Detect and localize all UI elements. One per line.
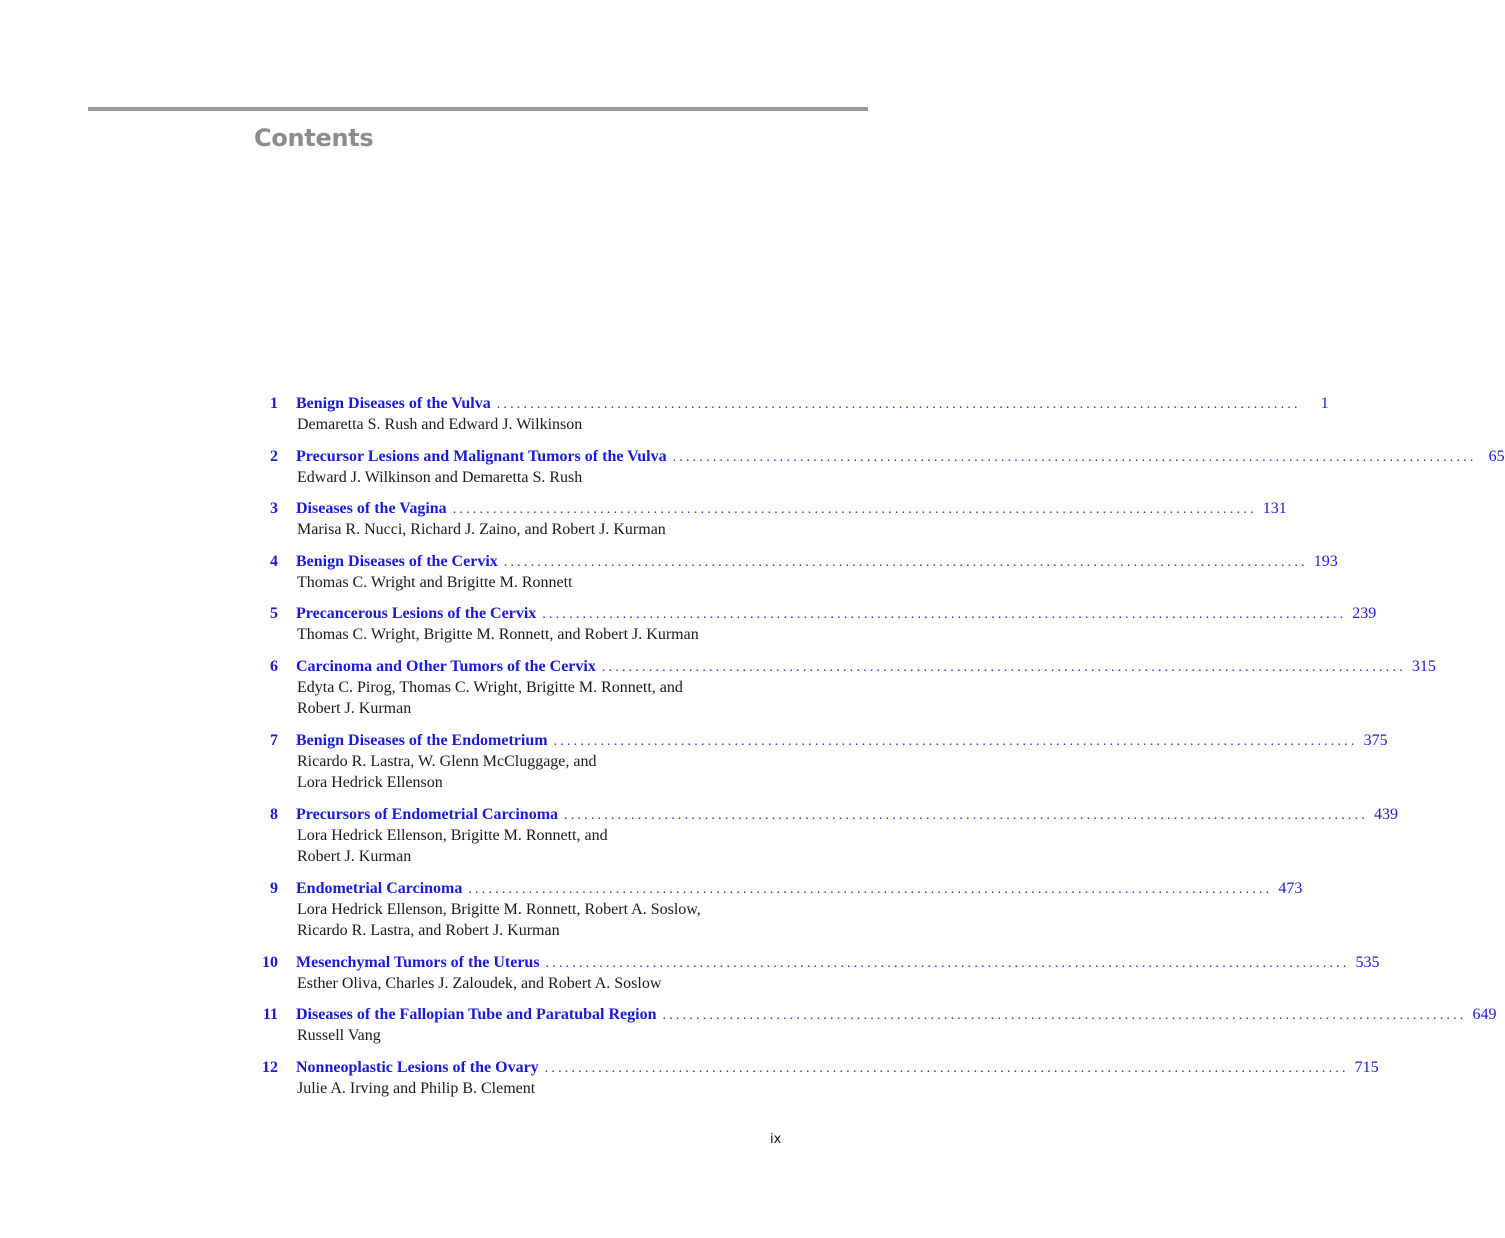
dot-leader: ........................................................................................................................ [452,502,1257,517]
chapter-authors: Lora Hedrick Ellenson [297,774,443,791]
dot-leader: ........................................................................................................................ [553,733,1358,749]
chapter-page-link[interactable]: 715 [1354,1058,1379,1076]
chapter-title-link[interactable]: Precursor Lesions and Malignant Tumors of the Vulva [296,447,667,465]
chapter-number-text: 9 [270,879,278,897]
toc-entry-line[interactable] [258,878,1303,899]
dot-leader: ........................................................................................................................ [672,449,1477,465]
chapter-number [258,1057,296,1078]
toc-entry[interactable] [258,1057,1379,1100]
chapter-authors: Esther Oliva, Charles J. Zaloudek, and Robert A. Soslow [297,974,662,992]
toc-entry[interactable] [258,878,1303,942]
dot-leader: ........................................................................................................................ [542,607,1347,622]
chapter-authors: Edyta C. Pirog, Thomas C. Wright, Brigitte M. Ronnett, and [297,678,683,696]
toc-entry-line[interactable] [258,804,1399,825]
dot-leader: ........................................................................................................................ [468,881,1273,897]
chapter-authors: Edward J. Wilkinson and Demaretta S. Rush [297,468,583,486]
chapter-page-link[interactable]: 315 [1411,657,1436,675]
chapter-authors: Ricardo R. Lastra, and Robert J. Kurman [297,922,560,939]
chapter-title-link[interactable]: Benign Diseases of the Cervix [296,552,498,570]
chapter-title-link[interactable]: Mesenchymal Tumors of the Uterus [296,953,540,971]
chapter-page-link[interactable]: 439 [1374,805,1399,823]
chapter-page-link[interactable]: 1 [1320,395,1329,412]
chapter-title-link[interactable]: Carcinoma and Other Tumors of the Cervix [296,657,596,675]
dot-leader: ........................................................................................................................ [601,659,1406,675]
chapter-authors: Thomas C. Wright and Brigitte M. Ronnett [297,573,573,591]
chapter-number [258,446,296,467]
toc-entry[interactable] [258,804,1399,868]
toc-entry[interactable] [258,393,1329,436]
chapter-title-link[interactable]: Benign Diseases of the Vulva [296,395,491,412]
page-number: ix [770,1132,782,1147]
toc-entry-line[interactable] [258,1057,1379,1078]
toc-entry[interactable] [258,446,1505,489]
toc-entry[interactable] [258,603,1377,646]
chapter-authors: Lora Hedrick Ellenson, Brigitte M. Ronnett, and [297,826,608,844]
dot-leader: ........................................................................................................................ [496,397,1301,412]
chapter-authors: Marisa R. Nucci, Richard J. Zaino, and Robert J. Kurman [297,521,666,538]
chapter-number-text: 3 [270,500,278,517]
toc-entry-line[interactable] [258,656,1436,677]
chapter-authors: Robert J. Kurman [297,700,412,717]
chapter-page-link[interactable]: 535 [1355,953,1380,971]
chapter-number-text: 4 [270,552,278,570]
chapter-title-link[interactable]: Diseases of the Vagina [296,500,447,517]
toc-entry-line[interactable] [258,730,1388,751]
chapter-authors: Demaretta S. Rush and Edward J. Wilkinson [297,416,583,433]
chapter-authors: Russell Vang [297,1027,381,1044]
toc-entry[interactable] [258,551,1338,594]
toc-entry[interactable] [258,498,1287,541]
chapter-page-link[interactable]: 239 [1352,605,1377,622]
chapter-number [258,603,296,624]
chapter-number-text: 2 [270,447,278,465]
chapter-number-text: 10 [262,953,278,971]
chapter-number-text: 11 [262,1006,278,1023]
chapter-authors: Ricardo R. Lastra, W. Glenn McCluggage, and [297,752,597,770]
toc-entry-line[interactable] [258,952,1380,973]
toc-entry-line[interactable] [258,498,1287,519]
chapter-page-link[interactable]: 65 [1488,447,1505,465]
chapter-title-link[interactable]: Benign Diseases of the Endometrium [296,731,548,749]
chapter-number-text: 12 [262,1058,278,1076]
chapter-title-link[interactable]: Nonneoplastic Lesions of the Ovary [296,1058,539,1076]
chapter-authors: Thomas C. Wright, Brigitte M. Ronnett, and Robert J. Kurman [297,626,699,643]
chapter-number-text: 5 [270,605,278,622]
chapter-title-link[interactable]: Endometrial Carcinoma [296,879,463,897]
toc-entry-line[interactable] [258,1004,1497,1025]
chapter-authors: Robert J. Kurman [297,848,412,865]
toc-entry-line[interactable] [258,446,1505,467]
chapter-number [258,656,296,677]
dot-leader: ........................................................................................................................ [503,554,1308,570]
chapter-number [258,952,296,973]
dot-leader: ........................................................................................................................ [544,1060,1349,1076]
table-of-contents [258,393,1505,1109]
chapter-page-link[interactable]: 375 [1363,731,1388,749]
toc-entry-line[interactable] [258,551,1338,572]
toc-entry[interactable] [258,1004,1497,1047]
chapter-authors: Lora Hedrick Ellenson, Brigitte M. Ronnett, Robert A. Soslow, [297,900,701,918]
dot-leader: ........................................................................................................................ [564,807,1369,823]
chapter-page-link[interactable]: 193 [1313,552,1338,570]
chapter-number [258,804,296,825]
chapter-title-link[interactable]: Precursors of Endometrial Carcinoma [296,805,559,823]
chapter-title-link[interactable]: Precancerous Lesions of the Cervix [296,605,537,622]
page-title: Contents [254,124,374,152]
top-rule [88,107,868,111]
chapter-title-link[interactable]: Diseases of the Fallopian Tube and Paratubal Region [296,1006,657,1023]
chapter-number-text: 8 [270,805,278,823]
chapter-number [258,498,296,519]
toc-entry-line[interactable] [258,603,1377,624]
chapter-number-text: 7 [270,731,278,749]
chapter-authors: Julie A. Irving and Philip B. Clement [297,1079,536,1097]
chapter-number-text: 1 [270,395,278,412]
chapter-number [258,730,296,751]
dot-leader: ........................................................................................................................ [545,955,1350,971]
dot-leader: ........................................................................................................................ [662,1008,1467,1023]
toc-entry[interactable] [258,656,1436,720]
toc-entry[interactable] [258,730,1388,794]
chapter-number-text: 6 [270,657,278,675]
chapter-page-link[interactable]: 131 [1262,500,1287,517]
chapter-page-link[interactable]: 649 [1472,1006,1497,1023]
chapter-number [258,393,296,414]
chapter-page-link[interactable]: 473 [1278,879,1303,897]
toc-entry-line[interactable] [258,393,1329,414]
chapter-number [258,551,296,572]
toc-entry[interactable] [258,952,1380,995]
chapter-number [258,1004,296,1025]
chapter-number [258,878,296,899]
